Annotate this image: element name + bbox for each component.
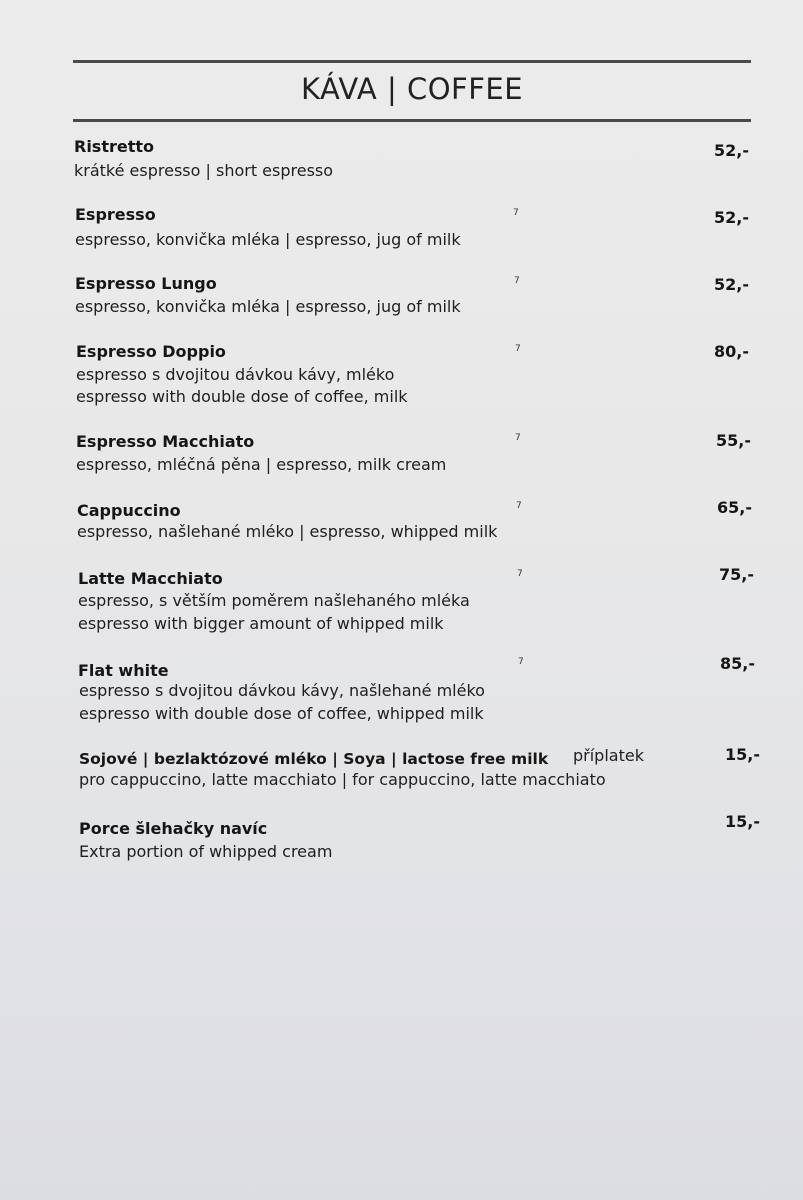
surcharge-note: příplatek <box>573 746 644 765</box>
item-price: 85,- <box>720 654 755 673</box>
item-name: Flat white <box>78 661 169 680</box>
item-price: 55,- <box>716 431 751 450</box>
item-description: espresso, konvička mléka | espresso, jug of milk <box>75 297 461 316</box>
item-description: espresso, mléčná pěna | espresso, milk cream <box>76 455 447 474</box>
item-description: espresso with double dose of coffee, milk <box>76 387 408 406</box>
item-price: 65,- <box>717 498 752 517</box>
item-name: Espresso <box>75 205 156 224</box>
item-name: Porce šlehačky navíc <box>79 819 268 838</box>
item-description: krátké espresso | short espresso <box>74 161 334 180</box>
item-price: 80,- <box>714 342 749 361</box>
item-price: 52,- <box>714 208 749 227</box>
allergen-code: 7 <box>517 569 523 579</box>
item-description: espresso, konvička mléka | espresso, jug of milk <box>75 230 461 249</box>
item-name: Espresso Doppio <box>76 342 226 361</box>
item-price: 52,- <box>714 275 749 294</box>
item-name: Cappuccino <box>77 501 181 520</box>
allergen-code: 7 <box>514 276 520 286</box>
allergen-code: 7 <box>516 501 522 511</box>
item-description: espresso with bigger amount of whipped milk <box>78 614 444 633</box>
top-divider <box>73 60 751 63</box>
allergen-code: 7 <box>515 433 521 443</box>
item-price: 52,- <box>714 141 749 160</box>
item-name: Ristretto <box>74 137 155 156</box>
item-price: 15,- <box>725 745 760 764</box>
allergen-code: 7 <box>513 208 519 218</box>
item-price: 15,- <box>725 812 760 831</box>
item-description: espresso, našlehané mléko | espresso, whipped milk <box>77 522 498 541</box>
item-description: espresso, s větším poměrem našlehaného mléka <box>78 591 470 610</box>
item-price: 75,- <box>719 565 754 584</box>
item-name: Espresso Macchiato <box>76 432 255 451</box>
item-name: Latte Macchiato <box>78 569 223 588</box>
item-description: espresso s dvojitou dávkou kávy, mléko <box>76 365 395 384</box>
item-name: Sojové | bezlaktózové mléko | Soya | lactose free milk <box>79 750 549 768</box>
item-description: pro cappuccino, latte macchiato | for cappuccino, latte macchiato <box>79 770 606 789</box>
menu-title: KÁVA | COFFEE <box>300 72 524 106</box>
item-description: espresso s dvojitou dávkou kávy, našlehané mléko <box>79 681 485 700</box>
item-description: Extra portion of whipped cream <box>79 842 333 861</box>
allergen-code: 7 <box>515 344 521 354</box>
allergen-code: 7 <box>518 657 524 667</box>
bottom-divider <box>73 119 751 122</box>
item-name: Espresso Lungo <box>75 274 217 293</box>
item-description: espresso with double dose of coffee, whipped milk <box>79 704 484 723</box>
